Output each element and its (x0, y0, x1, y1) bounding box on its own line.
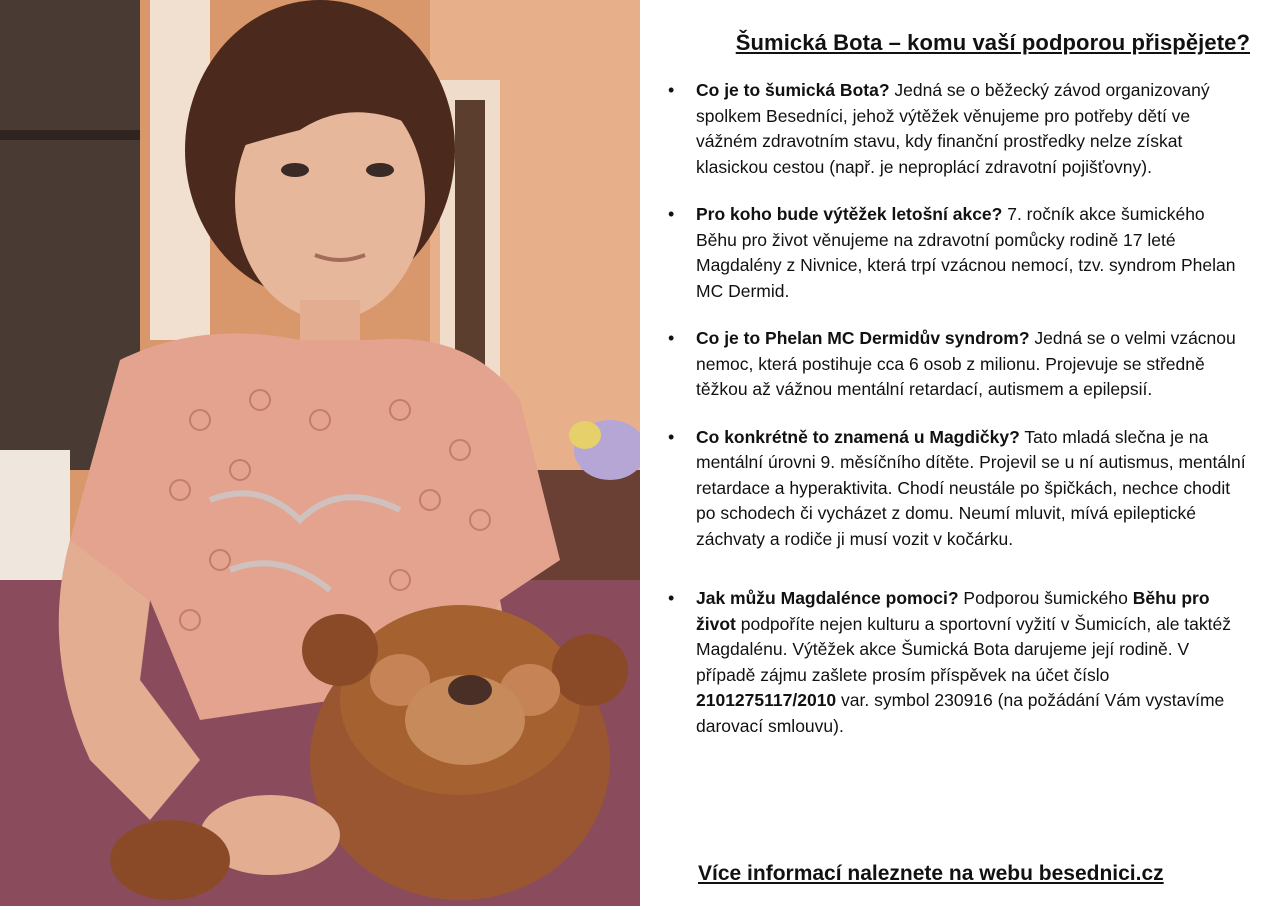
question-text: Co je to šumická Bota? (696, 80, 890, 100)
bullet-icon: • (668, 588, 675, 608)
bullet-icon: • (668, 426, 675, 447)
answer-text: Jedná se o běžecký závod organizovaný spolkem Besedníci, jehož výtěžek věnujeme pro potřeby dětí ve vážném zdravotním stavu, kdy finanční prostředky nelze získat klasickou cestou (např. je neproplácí zdravotní pojišťovny). (696, 80, 1210, 177)
faq-list (664, 78, 1250, 739)
bullet-icon: • (668, 328, 675, 348)
list-item (664, 425, 1250, 553)
account-number: 2101275117/2010 (696, 690, 837, 710)
website-link[interactable]: Více informací naleznete na webu besednici.cz (698, 862, 1164, 885)
answer-text: podpoříte nejen kulturu a sportovní vyžití v Šumicích, ale taktéž Magdalénu. Výtěžek akce Šumická Bota darujeme její rodině. V případě zájmu zašlete prosím příspěvek na účet číslo (696, 613, 1231, 685)
list-item (664, 586, 1250, 739)
answer-text: Podporou šumického (958, 588, 1133, 608)
question-text: Co konkrétně to znamená u Magdičky? (696, 426, 1020, 447)
bullet-icon: • (668, 204, 675, 224)
page-title: Šumická Bota – komu vaší podporou přispějete? (735, 30, 1250, 55)
answer-text: Jedná se o velmi vzácnou nemoc, která postihuje cca 6 osob z milionu. Projevuje se středně těžkou až vážnou mentální retardací, autismem a epilepsií. (696, 328, 1236, 399)
question-text: Co je to Phelan MC Dermidův syndrom? (696, 328, 1030, 348)
event-name: Běhu pro život (696, 588, 1210, 634)
text-column (664, 30, 1250, 890)
answer-text: var. symbol 230916 (na požádání Vám vystavíme darovací smlouvu). (696, 690, 1225, 736)
list-item (664, 78, 1250, 180)
list-item (664, 326, 1250, 403)
answer-text: Tato mladá slečna je na mentální úrovni 9. měsíčního dítěte. Projevil se u ní autismus, mentální retardace a hyperaktivita. Chodí neustále po špičkách, nechce chodit po schodech či vycházet z domu. Neumí mluvit, mívá epileptické záchvaty a rodiče ji musí vozit v kočárku. (696, 426, 1246, 549)
bullet-icon: • (668, 80, 675, 100)
list-item (664, 202, 1250, 304)
question-text: Jak můžu Magdalénce pomoci? (696, 588, 959, 608)
question-text: Pro koho bude výtěžek letošní akce? (696, 204, 1003, 224)
answer-text: 7. ročník akce šumického Běhu pro život věnujeme na zdravotní pomůcky rodině 17 leté Magdalény z Nivnice, která trpí vzácnou nemocí, tzv. syndrom Phelan MC Dermid. (696, 204, 1236, 301)
